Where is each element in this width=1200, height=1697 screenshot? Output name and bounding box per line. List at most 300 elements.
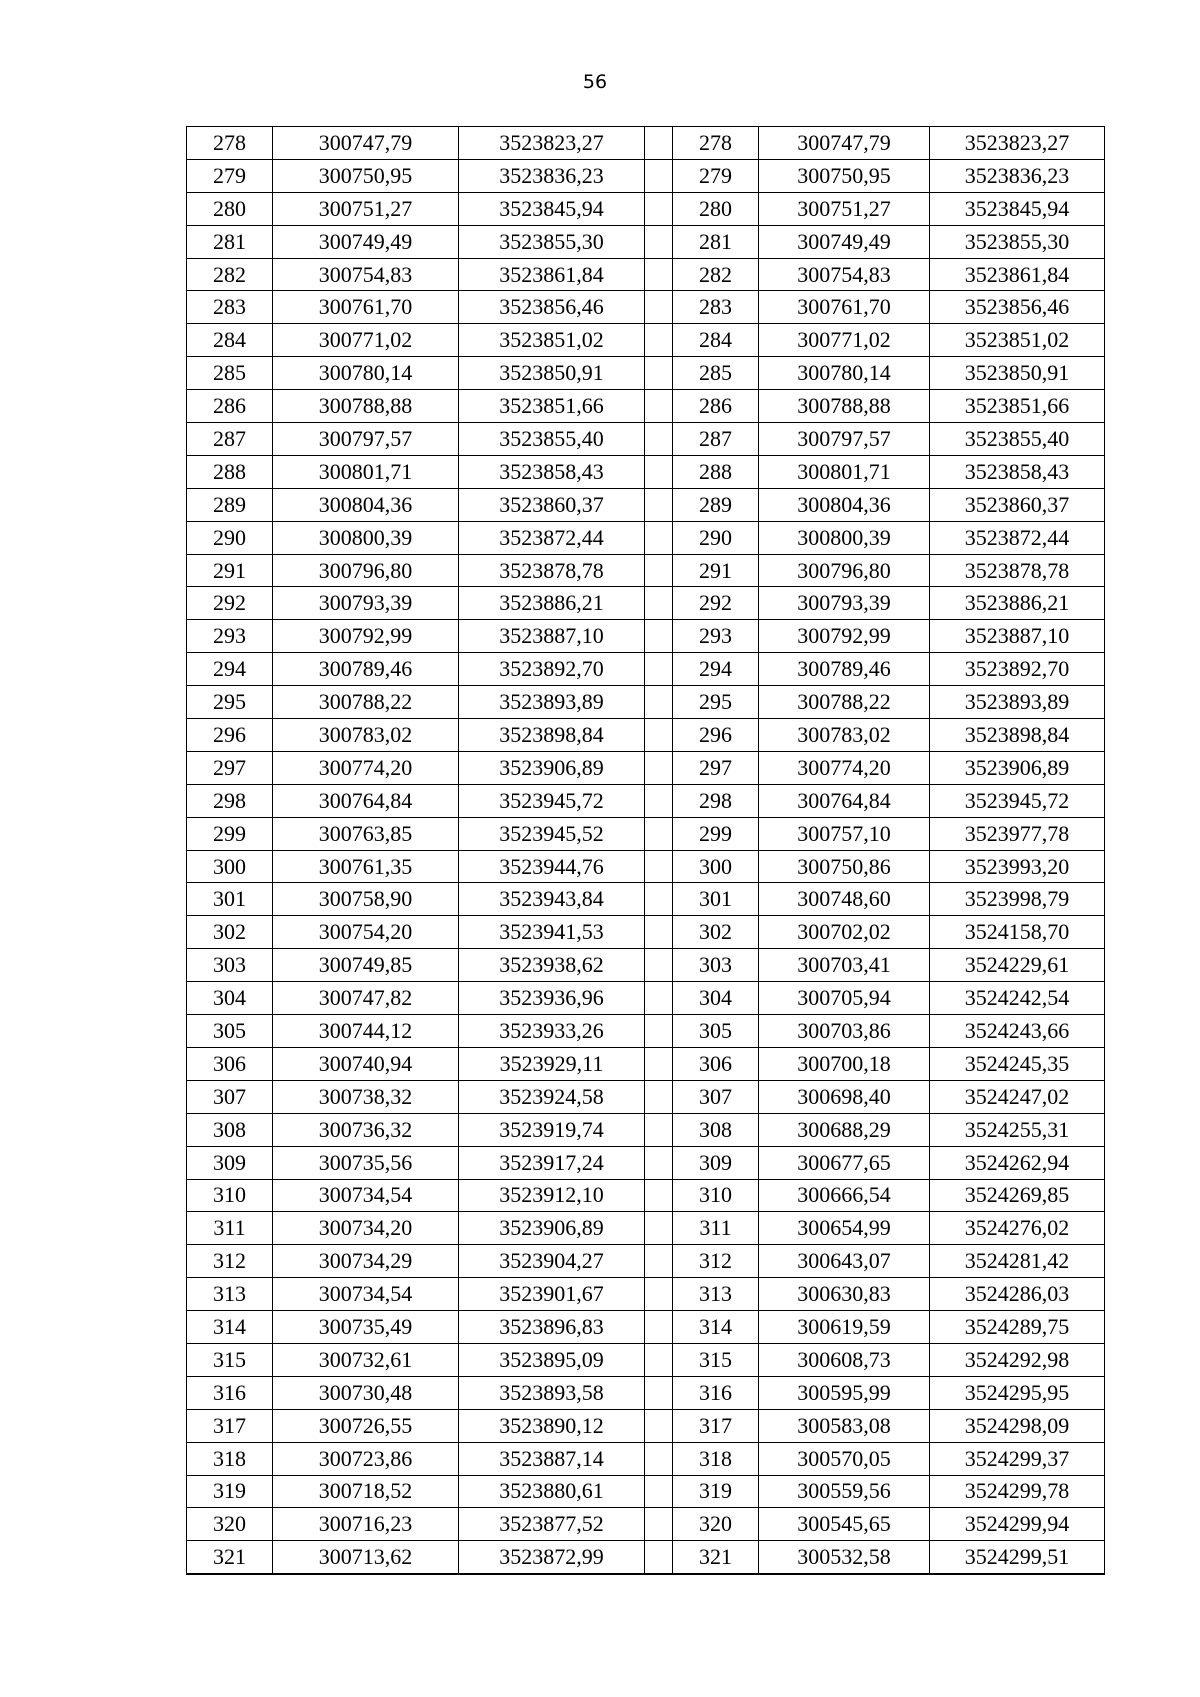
right-y-coordinate-cell: 3524245,35: [930, 1047, 1105, 1080]
table-row: [187, 291, 1105, 324]
left-x-coordinate-cell: 300783,02: [273, 719, 459, 752]
separator-cell: [645, 159, 673, 192]
right-point-number-cell: 307: [673, 1080, 759, 1113]
left-y-coordinate-cell: 3523893,58: [459, 1376, 645, 1409]
right-y-coordinate-cell: 3523845,94: [930, 192, 1105, 225]
left-y-coordinate-cell: 3523887,10: [459, 620, 645, 653]
right-x-coordinate-cell: 300619,59: [759, 1311, 930, 1344]
table-row: [187, 1311, 1105, 1344]
right-x-coordinate-cell: 300804,36: [759, 488, 930, 521]
separator-cell: [645, 1311, 673, 1344]
right-x-coordinate-cell: 300705,94: [759, 982, 930, 1015]
table-row: [187, 1179, 1105, 1212]
separator-cell: [645, 1015, 673, 1048]
right-point-number-cell: 288: [673, 455, 759, 488]
right-point-number-cell: 282: [673, 258, 759, 291]
left-point-number-cell: 303: [187, 949, 273, 982]
left-point-number-cell: 281: [187, 225, 273, 258]
left-y-coordinate-cell: 3523872,44: [459, 521, 645, 554]
separator-cell: [645, 850, 673, 883]
right-point-number-cell: 286: [673, 390, 759, 423]
left-y-coordinate-cell: 3523858,43: [459, 455, 645, 488]
table-row: [187, 1508, 1105, 1541]
left-point-number-cell: 321: [187, 1541, 273, 1574]
left-x-coordinate-cell: 300736,32: [273, 1113, 459, 1146]
right-point-number-cell: 313: [673, 1278, 759, 1311]
right-x-coordinate-cell: 300780,14: [759, 357, 930, 390]
left-point-number-cell: 316: [187, 1376, 273, 1409]
right-x-coordinate-cell: 300630,83: [759, 1278, 930, 1311]
left-point-number-cell: 310: [187, 1179, 273, 1212]
separator-cell: [645, 686, 673, 719]
right-x-coordinate-cell: 300797,57: [759, 423, 930, 456]
right-y-coordinate-cell: 3523861,84: [930, 258, 1105, 291]
left-y-coordinate-cell: 3523836,23: [459, 159, 645, 192]
right-y-coordinate-cell: 3523998,79: [930, 883, 1105, 916]
table-row: [187, 1278, 1105, 1311]
table-row: [187, 1212, 1105, 1245]
table-row: [187, 653, 1105, 686]
table-row: [187, 916, 1105, 949]
separator-cell: [645, 554, 673, 587]
right-x-coordinate-cell: 300666,54: [759, 1179, 930, 1212]
right-y-coordinate-cell: 3524255,31: [930, 1113, 1105, 1146]
table-row: [187, 192, 1105, 225]
right-x-coordinate-cell: 300595,99: [759, 1376, 930, 1409]
separator-cell: [645, 225, 673, 258]
right-x-coordinate-cell: 300749,49: [759, 225, 930, 258]
separator-cell: [645, 192, 673, 225]
left-point-number-cell: 315: [187, 1343, 273, 1376]
right-x-coordinate-cell: 300757,10: [759, 817, 930, 850]
right-y-coordinate-cell: 3523945,72: [930, 784, 1105, 817]
right-x-coordinate-cell: 300789,46: [759, 653, 930, 686]
left-point-number-cell: 319: [187, 1475, 273, 1508]
left-x-coordinate-cell: 300716,23: [273, 1508, 459, 1541]
left-x-coordinate-cell: 300744,12: [273, 1015, 459, 1048]
right-point-number-cell: 299: [673, 817, 759, 850]
left-y-coordinate-cell: 3523851,66: [459, 390, 645, 423]
left-x-coordinate-cell: 300751,27: [273, 192, 459, 225]
left-point-number-cell: 302: [187, 916, 273, 949]
separator-cell: [645, 1212, 673, 1245]
right-x-coordinate-cell: 300750,95: [759, 159, 930, 192]
left-x-coordinate-cell: 300726,55: [273, 1409, 459, 1442]
right-x-coordinate-cell: 300788,88: [759, 390, 930, 423]
left-x-coordinate-cell: 300740,94: [273, 1047, 459, 1080]
left-y-coordinate-cell: 3523895,09: [459, 1343, 645, 1376]
left-y-coordinate-cell: 3523929,11: [459, 1047, 645, 1080]
left-point-number-cell: 284: [187, 324, 273, 357]
table-row: [187, 1442, 1105, 1475]
table-row: [187, 686, 1105, 719]
right-x-coordinate-cell: 300677,65: [759, 1146, 930, 1179]
left-x-coordinate-cell: 300797,57: [273, 423, 459, 456]
right-y-coordinate-cell: 3523860,37: [930, 488, 1105, 521]
left-y-coordinate-cell: 3523906,89: [459, 1212, 645, 1245]
left-point-number-cell: 312: [187, 1245, 273, 1278]
right-x-coordinate-cell: 300702,02: [759, 916, 930, 949]
right-point-number-cell: 287: [673, 423, 759, 456]
left-point-number-cell: 317: [187, 1409, 273, 1442]
right-y-coordinate-cell: 3523823,27: [930, 127, 1105, 160]
left-x-coordinate-cell: 300763,85: [273, 817, 459, 850]
right-x-coordinate-cell: 300583,08: [759, 1409, 930, 1442]
left-point-number-cell: 295: [187, 686, 273, 719]
left-y-coordinate-cell: 3523944,76: [459, 850, 645, 883]
separator-cell: [645, 1508, 673, 1541]
right-y-coordinate-cell: 3524299,37: [930, 1442, 1105, 1475]
left-point-number-cell: 299: [187, 817, 273, 850]
left-x-coordinate-cell: 300754,20: [273, 916, 459, 949]
separator-cell: [645, 1146, 673, 1179]
left-x-coordinate-cell: 300801,71: [273, 455, 459, 488]
left-point-number-cell: 291: [187, 554, 273, 587]
left-point-number-cell: 290: [187, 521, 273, 554]
right-point-number-cell: 298: [673, 784, 759, 817]
separator-cell: [645, 423, 673, 456]
right-x-coordinate-cell: 300748,60: [759, 883, 930, 916]
right-point-number-cell: 289: [673, 488, 759, 521]
right-x-coordinate-cell: 300688,29: [759, 1113, 930, 1146]
right-y-coordinate-cell: 3524299,78: [930, 1475, 1105, 1508]
separator-cell: [645, 1409, 673, 1442]
right-x-coordinate-cell: 300545,65: [759, 1508, 930, 1541]
left-point-number-cell: 289: [187, 488, 273, 521]
right-point-number-cell: 301: [673, 883, 759, 916]
right-point-number-cell: 308: [673, 1113, 759, 1146]
right-point-number-cell: 319: [673, 1475, 759, 1508]
right-y-coordinate-cell: 3523836,23: [930, 159, 1105, 192]
left-x-coordinate-cell: 300735,49: [273, 1311, 459, 1344]
right-point-number-cell: 290: [673, 521, 759, 554]
left-point-number-cell: 308: [187, 1113, 273, 1146]
left-x-coordinate-cell: 300754,83: [273, 258, 459, 291]
right-point-number-cell: 316: [673, 1376, 759, 1409]
left-x-coordinate-cell: 300780,14: [273, 357, 459, 390]
separator-cell: [645, 883, 673, 916]
left-point-number-cell: 301: [187, 883, 273, 916]
left-y-coordinate-cell: 3523945,52: [459, 817, 645, 850]
right-x-coordinate-cell: 300751,27: [759, 192, 930, 225]
right-x-coordinate-cell: 300608,73: [759, 1343, 930, 1376]
right-y-coordinate-cell: 3524229,61: [930, 949, 1105, 982]
left-point-number-cell: 318: [187, 1442, 273, 1475]
right-point-number-cell: 285: [673, 357, 759, 390]
right-point-number-cell: 321: [673, 1541, 759, 1574]
left-point-number-cell: 286: [187, 390, 273, 423]
left-y-coordinate-cell: 3523924,58: [459, 1080, 645, 1113]
left-x-coordinate-cell: 300761,35: [273, 850, 459, 883]
separator-cell: [645, 127, 673, 160]
left-y-coordinate-cell: 3523933,26: [459, 1015, 645, 1048]
table-row: [187, 423, 1105, 456]
right-y-coordinate-cell: 3523851,66: [930, 390, 1105, 423]
right-y-coordinate-cell: 3524262,94: [930, 1146, 1105, 1179]
right-y-coordinate-cell: 3524158,70: [930, 916, 1105, 949]
right-point-number-cell: 306: [673, 1047, 759, 1080]
left-point-number-cell: 280: [187, 192, 273, 225]
left-y-coordinate-cell: 3523878,78: [459, 554, 645, 587]
right-y-coordinate-cell: 3524298,09: [930, 1409, 1105, 1442]
left-x-coordinate-cell: 300747,82: [273, 982, 459, 1015]
right-y-coordinate-cell: 3523993,20: [930, 850, 1105, 883]
table-row: [187, 488, 1105, 521]
left-x-coordinate-cell: 300718,52: [273, 1475, 459, 1508]
left-y-coordinate-cell: 3523912,10: [459, 1179, 645, 1212]
right-y-coordinate-cell: 3523850,91: [930, 357, 1105, 390]
table-row: [187, 1376, 1105, 1409]
right-x-coordinate-cell: 300559,56: [759, 1475, 930, 1508]
left-y-coordinate-cell: 3523901,67: [459, 1278, 645, 1311]
right-x-coordinate-cell: 300793,39: [759, 587, 930, 620]
left-x-coordinate-cell: 300793,39: [273, 587, 459, 620]
left-x-coordinate-cell: 300734,54: [273, 1179, 459, 1212]
coordinates-table: [186, 126, 1105, 1575]
left-point-number-cell: 297: [187, 751, 273, 784]
separator-cell: [645, 1541, 673, 1574]
separator-cell: [645, 587, 673, 620]
right-x-coordinate-cell: 300783,02: [759, 719, 930, 752]
separator-cell: [645, 949, 673, 982]
right-point-number-cell: 278: [673, 127, 759, 160]
left-x-coordinate-cell: 300789,46: [273, 653, 459, 686]
separator-cell: [645, 1080, 673, 1113]
right-point-number-cell: 314: [673, 1311, 759, 1344]
right-y-coordinate-cell: 3524295,95: [930, 1376, 1105, 1409]
left-x-coordinate-cell: 300761,70: [273, 291, 459, 324]
left-point-number-cell: 314: [187, 1311, 273, 1344]
left-x-coordinate-cell: 300734,54: [273, 1278, 459, 1311]
table-row: [187, 949, 1105, 982]
left-y-coordinate-cell: 3523850,91: [459, 357, 645, 390]
right-point-number-cell: 279: [673, 159, 759, 192]
right-point-number-cell: 292: [673, 587, 759, 620]
right-y-coordinate-cell: 3523858,43: [930, 455, 1105, 488]
left-point-number-cell: 279: [187, 159, 273, 192]
table-row: [187, 1541, 1105, 1574]
left-point-number-cell: 313: [187, 1278, 273, 1311]
table-row: [187, 357, 1105, 390]
table-row: [187, 883, 1105, 916]
left-y-coordinate-cell: 3523936,96: [459, 982, 645, 1015]
right-x-coordinate-cell: 300792,99: [759, 620, 930, 653]
left-x-coordinate-cell: 300796,80: [273, 554, 459, 587]
left-x-coordinate-cell: 300723,86: [273, 1442, 459, 1475]
left-y-coordinate-cell: 3523855,30: [459, 225, 645, 258]
left-y-coordinate-cell: 3523880,61: [459, 1475, 645, 1508]
separator-cell: [645, 916, 673, 949]
left-y-coordinate-cell: 3523877,52: [459, 1508, 645, 1541]
left-x-coordinate-cell: 300758,90: [273, 883, 459, 916]
left-x-coordinate-cell: 300732,61: [273, 1343, 459, 1376]
left-y-coordinate-cell: 3523845,94: [459, 192, 645, 225]
left-point-number-cell: 311: [187, 1212, 273, 1245]
separator-cell: [645, 1113, 673, 1146]
right-y-coordinate-cell: 3523887,10: [930, 620, 1105, 653]
left-point-number-cell: 320: [187, 1508, 273, 1541]
right-y-coordinate-cell: 3523977,78: [930, 817, 1105, 850]
left-y-coordinate-cell: 3523919,74: [459, 1113, 645, 1146]
left-point-number-cell: 298: [187, 784, 273, 817]
right-y-coordinate-cell: 3524286,03: [930, 1278, 1105, 1311]
table-row: [187, 719, 1105, 752]
left-y-coordinate-cell: 3523945,72: [459, 784, 645, 817]
left-x-coordinate-cell: 300713,62: [273, 1541, 459, 1574]
separator-cell: [645, 1047, 673, 1080]
left-x-coordinate-cell: 300788,22: [273, 686, 459, 719]
left-y-coordinate-cell: 3523887,14: [459, 1442, 645, 1475]
right-point-number-cell: 304: [673, 982, 759, 1015]
separator-cell: [645, 1278, 673, 1311]
table-row: [187, 587, 1105, 620]
separator-cell: [645, 324, 673, 357]
right-point-number-cell: 296: [673, 719, 759, 752]
right-y-coordinate-cell: 3523886,21: [930, 587, 1105, 620]
left-x-coordinate-cell: 300738,32: [273, 1080, 459, 1113]
left-x-coordinate-cell: 300774,20: [273, 751, 459, 784]
table-row: [187, 1409, 1105, 1442]
table-row: [187, 159, 1105, 192]
table-row: [187, 1475, 1105, 1508]
left-point-number-cell: 292: [187, 587, 273, 620]
right-x-coordinate-cell: 300654,99: [759, 1212, 930, 1245]
left-y-coordinate-cell: 3523941,53: [459, 916, 645, 949]
left-y-coordinate-cell: 3523823,27: [459, 127, 645, 160]
left-x-coordinate-cell: 300792,99: [273, 620, 459, 653]
table-row: [187, 751, 1105, 784]
table-row: [187, 1047, 1105, 1080]
separator-cell: [645, 784, 673, 817]
separator-cell: [645, 258, 673, 291]
left-x-coordinate-cell: 300750,95: [273, 159, 459, 192]
right-point-number-cell: 294: [673, 653, 759, 686]
separator-cell: [645, 455, 673, 488]
right-point-number-cell: 312: [673, 1245, 759, 1278]
separator-cell: [645, 1442, 673, 1475]
right-point-number-cell: 284: [673, 324, 759, 357]
right-point-number-cell: 310: [673, 1179, 759, 1212]
right-y-coordinate-cell: 3523851,02: [930, 324, 1105, 357]
table-row: [187, 1015, 1105, 1048]
left-y-coordinate-cell: 3523904,27: [459, 1245, 645, 1278]
left-point-number-cell: 285: [187, 357, 273, 390]
right-point-number-cell: 320: [673, 1508, 759, 1541]
right-y-coordinate-cell: 3523872,44: [930, 521, 1105, 554]
left-y-coordinate-cell: 3523892,70: [459, 653, 645, 686]
left-point-number-cell: 305: [187, 1015, 273, 1048]
right-x-coordinate-cell: 300698,40: [759, 1080, 930, 1113]
right-x-coordinate-cell: 300570,05: [759, 1442, 930, 1475]
right-y-coordinate-cell: 3524269,85: [930, 1179, 1105, 1212]
table-row: [187, 1146, 1105, 1179]
left-x-coordinate-cell: 300804,36: [273, 488, 459, 521]
right-point-number-cell: 305: [673, 1015, 759, 1048]
separator-cell: [645, 488, 673, 521]
separator-cell: [645, 653, 673, 686]
coordinates-table-body: [187, 127, 1105, 1575]
separator-cell: [645, 1179, 673, 1212]
right-x-coordinate-cell: 300761,70: [759, 291, 930, 324]
left-x-coordinate-cell: 300734,29: [273, 1245, 459, 1278]
left-point-number-cell: 304: [187, 982, 273, 1015]
right-point-number-cell: 303: [673, 949, 759, 982]
right-x-coordinate-cell: 300703,41: [759, 949, 930, 982]
right-point-number-cell: 297: [673, 751, 759, 784]
left-point-number-cell: 283: [187, 291, 273, 324]
right-y-coordinate-cell: 3523878,78: [930, 554, 1105, 587]
left-y-coordinate-cell: 3523855,40: [459, 423, 645, 456]
separator-cell: [645, 1343, 673, 1376]
separator-cell: [645, 982, 673, 1015]
left-y-coordinate-cell: 3523861,84: [459, 258, 645, 291]
left-point-number-cell: 282: [187, 258, 273, 291]
right-y-coordinate-cell: 3524243,66: [930, 1015, 1105, 1048]
left-x-coordinate-cell: 300730,48: [273, 1376, 459, 1409]
right-y-coordinate-cell: 3523893,89: [930, 686, 1105, 719]
right-x-coordinate-cell: 300747,79: [759, 127, 930, 160]
right-x-coordinate-cell: 300703,86: [759, 1015, 930, 1048]
right-x-coordinate-cell: 300800,39: [759, 521, 930, 554]
right-point-number-cell: 291: [673, 554, 759, 587]
table-row: [187, 1245, 1105, 1278]
left-x-coordinate-cell: 300749,49: [273, 225, 459, 258]
right-x-coordinate-cell: 300700,18: [759, 1047, 930, 1080]
right-point-number-cell: 311: [673, 1212, 759, 1245]
table-row: [187, 127, 1105, 160]
separator-cell: [645, 817, 673, 850]
left-x-coordinate-cell: 300735,56: [273, 1146, 459, 1179]
left-y-coordinate-cell: 3523851,02: [459, 324, 645, 357]
left-y-coordinate-cell: 3523906,89: [459, 751, 645, 784]
right-x-coordinate-cell: 300764,84: [759, 784, 930, 817]
left-x-coordinate-cell: 300771,02: [273, 324, 459, 357]
left-x-coordinate-cell: 300788,88: [273, 390, 459, 423]
left-x-coordinate-cell: 300734,20: [273, 1212, 459, 1245]
left-y-coordinate-cell: 3523860,37: [459, 488, 645, 521]
left-point-number-cell: 307: [187, 1080, 273, 1113]
left-point-number-cell: 309: [187, 1146, 273, 1179]
right-y-coordinate-cell: 3524281,42: [930, 1245, 1105, 1278]
right-y-coordinate-cell: 3524292,98: [930, 1343, 1105, 1376]
left-y-coordinate-cell: 3523943,84: [459, 883, 645, 916]
table-row: [187, 817, 1105, 850]
right-point-number-cell: 293: [673, 620, 759, 653]
left-y-coordinate-cell: 3523938,62: [459, 949, 645, 982]
table-row: [187, 225, 1105, 258]
table-row: [187, 554, 1105, 587]
right-y-coordinate-cell: 3523906,89: [930, 751, 1105, 784]
right-point-number-cell: 317: [673, 1409, 759, 1442]
left-point-number-cell: 306: [187, 1047, 273, 1080]
right-point-number-cell: 280: [673, 192, 759, 225]
left-point-number-cell: 300: [187, 850, 273, 883]
table-row: [187, 1080, 1105, 1113]
right-x-coordinate-cell: 300801,71: [759, 455, 930, 488]
left-point-number-cell: 293: [187, 620, 273, 653]
right-point-number-cell: 302: [673, 916, 759, 949]
table-row: [187, 324, 1105, 357]
right-point-number-cell: 318: [673, 1442, 759, 1475]
right-y-coordinate-cell: 3523898,84: [930, 719, 1105, 752]
right-y-coordinate-cell: 3523856,46: [930, 291, 1105, 324]
left-y-coordinate-cell: 3523896,83: [459, 1311, 645, 1344]
right-point-number-cell: 283: [673, 291, 759, 324]
separator-cell: [645, 291, 673, 324]
left-x-coordinate-cell: 300749,85: [273, 949, 459, 982]
right-y-coordinate-cell: 3524299,94: [930, 1508, 1105, 1541]
separator-cell: [645, 1475, 673, 1508]
